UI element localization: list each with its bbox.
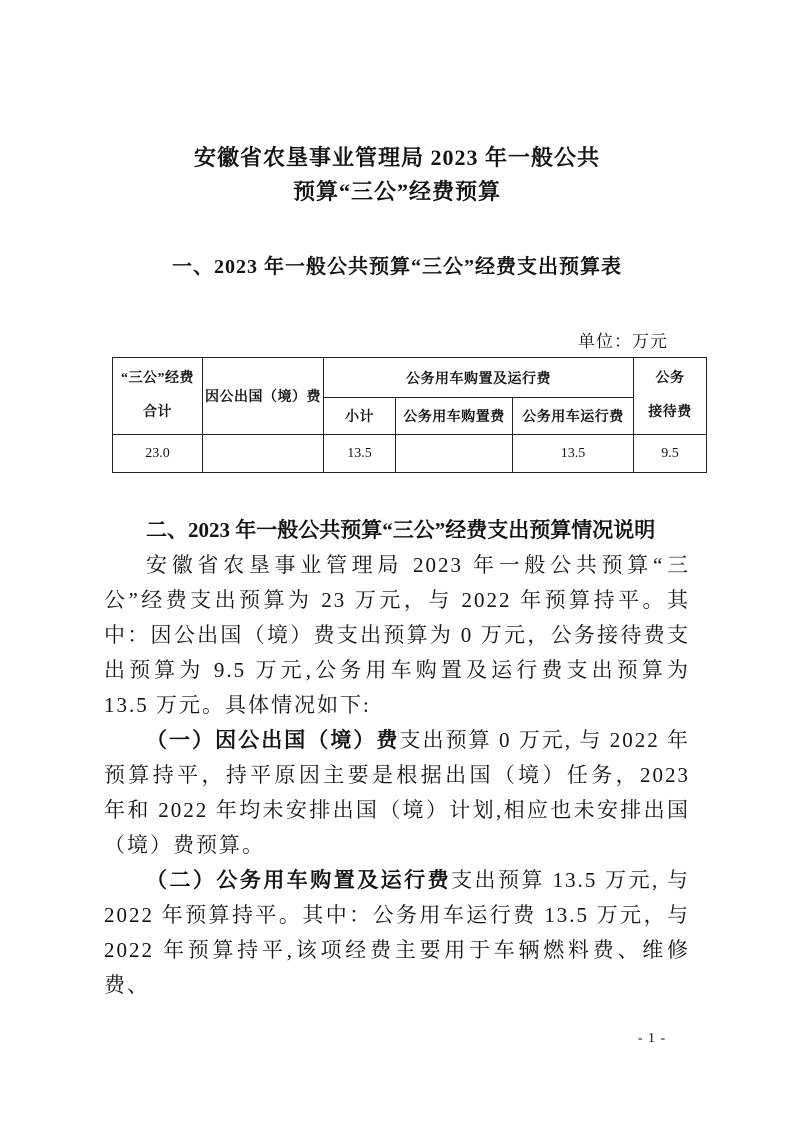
header-sangong-total bbox=[113, 358, 203, 435]
value-vehicle-operation: 13.5 bbox=[513, 435, 634, 473]
header-sangong-total-line2: 合计 bbox=[143, 405, 172, 420]
paragraph-item2 bbox=[104, 863, 690, 1003]
value-vehicle-purchase bbox=[396, 435, 513, 473]
value-abroad bbox=[203, 435, 324, 473]
page-number: - 1 - bbox=[637, 1031, 667, 1046]
section2-body bbox=[104, 513, 690, 1003]
header-reception-line1: 公务 bbox=[655, 371, 685, 386]
item1-label: （一）因公出国（境）费 bbox=[146, 728, 400, 752]
header-abroad: 因公出国（境）费 bbox=[203, 358, 324, 435]
header-vehicle-subtotal: 小计 bbox=[324, 398, 396, 435]
value-reception: 9.5 bbox=[634, 435, 707, 473]
header-reception-line2: 接待费 bbox=[648, 405, 692, 420]
item1-text: 支出预算 0 万元, 与 2022 年预算持平，持平原因主要是根据出国（境）任务，2023 年和 2022 年均未安排出国（境）计划,相应也未安排出国（境）费预算。 bbox=[104, 728, 691, 857]
value-vehicle-subtotal: 13.5 bbox=[324, 435, 396, 473]
unit-label: 单位：万元 bbox=[578, 332, 668, 351]
document-title bbox=[104, 141, 690, 209]
header-vehicle-group: 公务用车购置及运行费 bbox=[324, 358, 634, 398]
header-reception bbox=[634, 358, 707, 435]
header-sangong-total-line1: “三公”经费 bbox=[121, 371, 194, 386]
table-data-row bbox=[113, 435, 707, 473]
document-title-line2: 预算“三公”经费预算 bbox=[292, 179, 501, 204]
paragraph-overview: 安徽省农垦事业管理局 2023 年一般公共预算“三公”经费支出预算为 23 万元，与 2022 年预算持平。其中：因公出国（境）费支出预算为 0 万元，公务接待费支出预算为 9.5 万元,公务用车购置及运行费支出预算为 13.5 万元。具体情况如下: bbox=[104, 553, 690, 717]
header-vehicle-purchase: 公务用车购置费 bbox=[396, 398, 513, 435]
document-title-line1: 安徽省农垦事业管理局 2023 年一般公共 bbox=[193, 145, 600, 170]
budget-table bbox=[112, 357, 707, 473]
section2-heading: 二、2023 年一般公共预算“三公”经费支出预算情况说明 bbox=[146, 518, 656, 542]
value-sangong-total: 23.0 bbox=[113, 435, 203, 473]
item2-text: 支出预算 13.5 万元, 与 2022 年预算持平。其中：公务用车运行费 13.5 万元，与 2022 年预算持平,该项经费主要用于车辆燃料费、维修费、 bbox=[104, 868, 691, 997]
header-vehicle-operation: 公务用车运行费 bbox=[513, 398, 634, 435]
paragraph-item1 bbox=[104, 723, 690, 863]
section1-heading: 一、2023 年一般公共预算“三公”经费支出预算表 bbox=[172, 256, 622, 278]
item2-label: （二）公务用车购置及运行费 bbox=[146, 868, 452, 892]
table-header-row-1 bbox=[113, 358, 707, 398]
